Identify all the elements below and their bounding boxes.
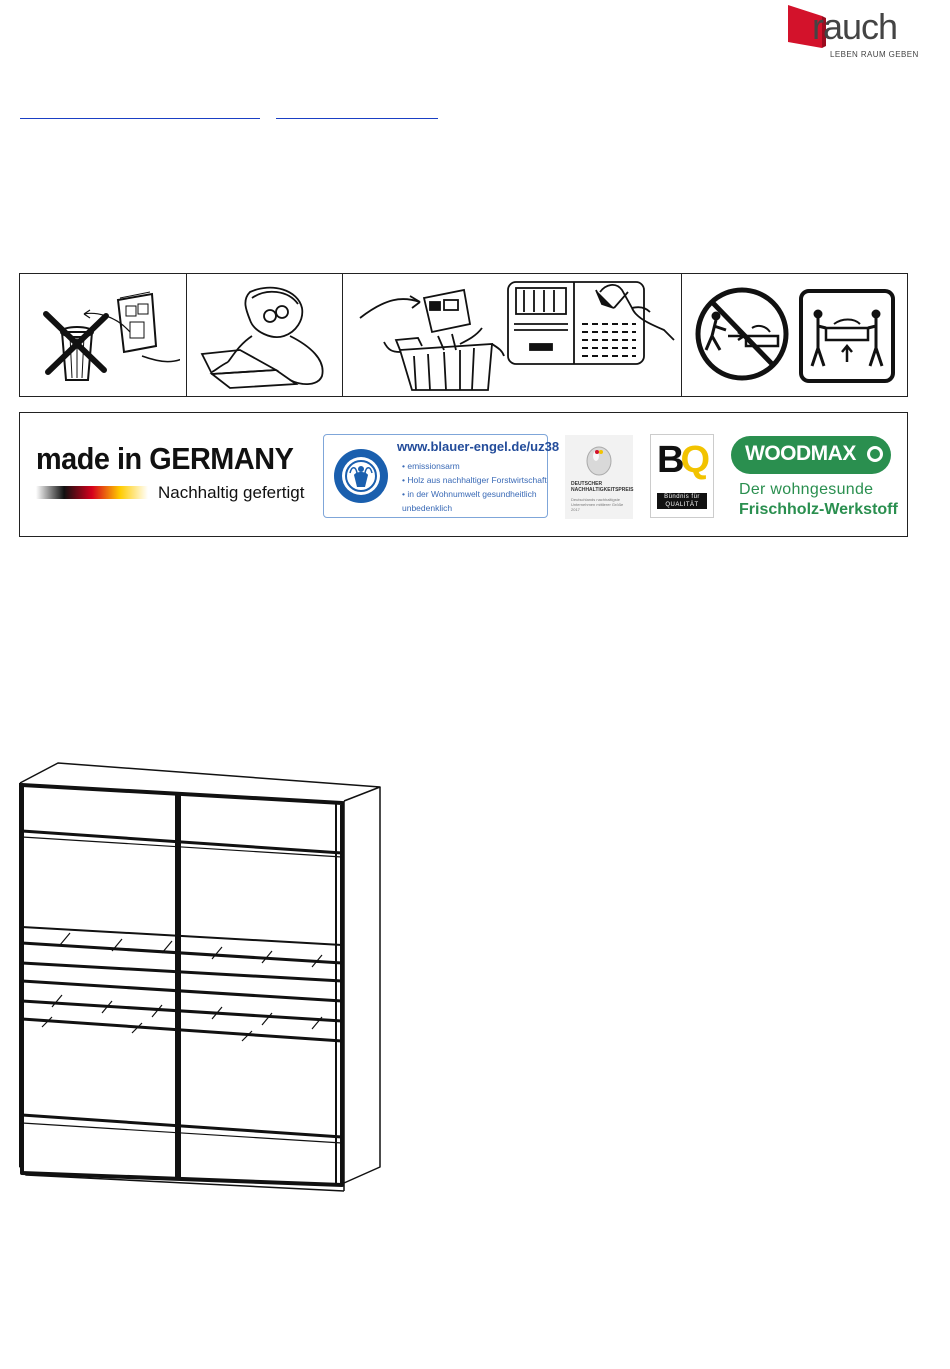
woodmax-name: WOODMAX [745, 442, 856, 465]
document-link-1[interactable] [20, 104, 260, 119]
bq-quality-badge [650, 434, 714, 518]
bq-caption: Bündnis für QUALITÄT [657, 493, 707, 509]
woodmax-logo [731, 436, 891, 474]
lift-furniture-icon [798, 288, 896, 384]
instruction-pictograms [19, 273, 908, 397]
rauch-logo [786, 2, 919, 60]
woodmax-line1: Der wohngesunde [739, 481, 874, 498]
bq-letters: BQ [657, 439, 707, 481]
certificates-strip [19, 412, 908, 537]
reading-manual-icon [192, 280, 340, 392]
criteria-item: • Holz aus nachhaltiger Forstwirtschaft [402, 475, 547, 485]
blauer-engel-criteria [402, 459, 547, 515]
no-trash-with-manual-icon [34, 284, 180, 392]
award-trophy-icon [585, 443, 613, 477]
criteria-item: unbedenklich [402, 503, 453, 513]
prize-subtitle: Deutschlands nachhaltigste Unternehmen mittlerer Größe 2017 [571, 497, 624, 512]
blauer-engel-seal-icon [332, 445, 390, 507]
blauer-engel-url[interactable]: www.blauer-engel.de/uz38 [397, 439, 560, 454]
wardrobe-drawing [12, 755, 384, 1200]
woodmax-line2: Frischholz-Werkstoff [739, 501, 898, 518]
made-in-germany-subtitle: Nachhaltig gefertigt [158, 483, 305, 502]
criteria-item: • emissionsarm [402, 461, 460, 471]
prize-title: DEUTSCHER NACHHALTIGKEITSPREIS [571, 481, 634, 493]
peel-label-icon [504, 278, 678, 392]
document-link-2[interactable] [276, 104, 438, 119]
blauer-engel-badge [323, 434, 560, 518]
brand-name: rauch [812, 6, 898, 47]
germany-flag-bar [36, 486, 148, 499]
criteria-item: • in der Wohnumwelt gesundheitlich [402, 489, 537, 499]
woodmax-dot-icon [867, 446, 883, 462]
nachhaltigkeitspreis-badge [565, 435, 633, 519]
no-drag-furniture-icon [692, 284, 792, 384]
file-manual-icon [356, 278, 506, 392]
brand-tagline: LEBEN RAUM GEBEN [830, 50, 919, 59]
made-in-germany-title: made in GERMANY [36, 441, 294, 476]
